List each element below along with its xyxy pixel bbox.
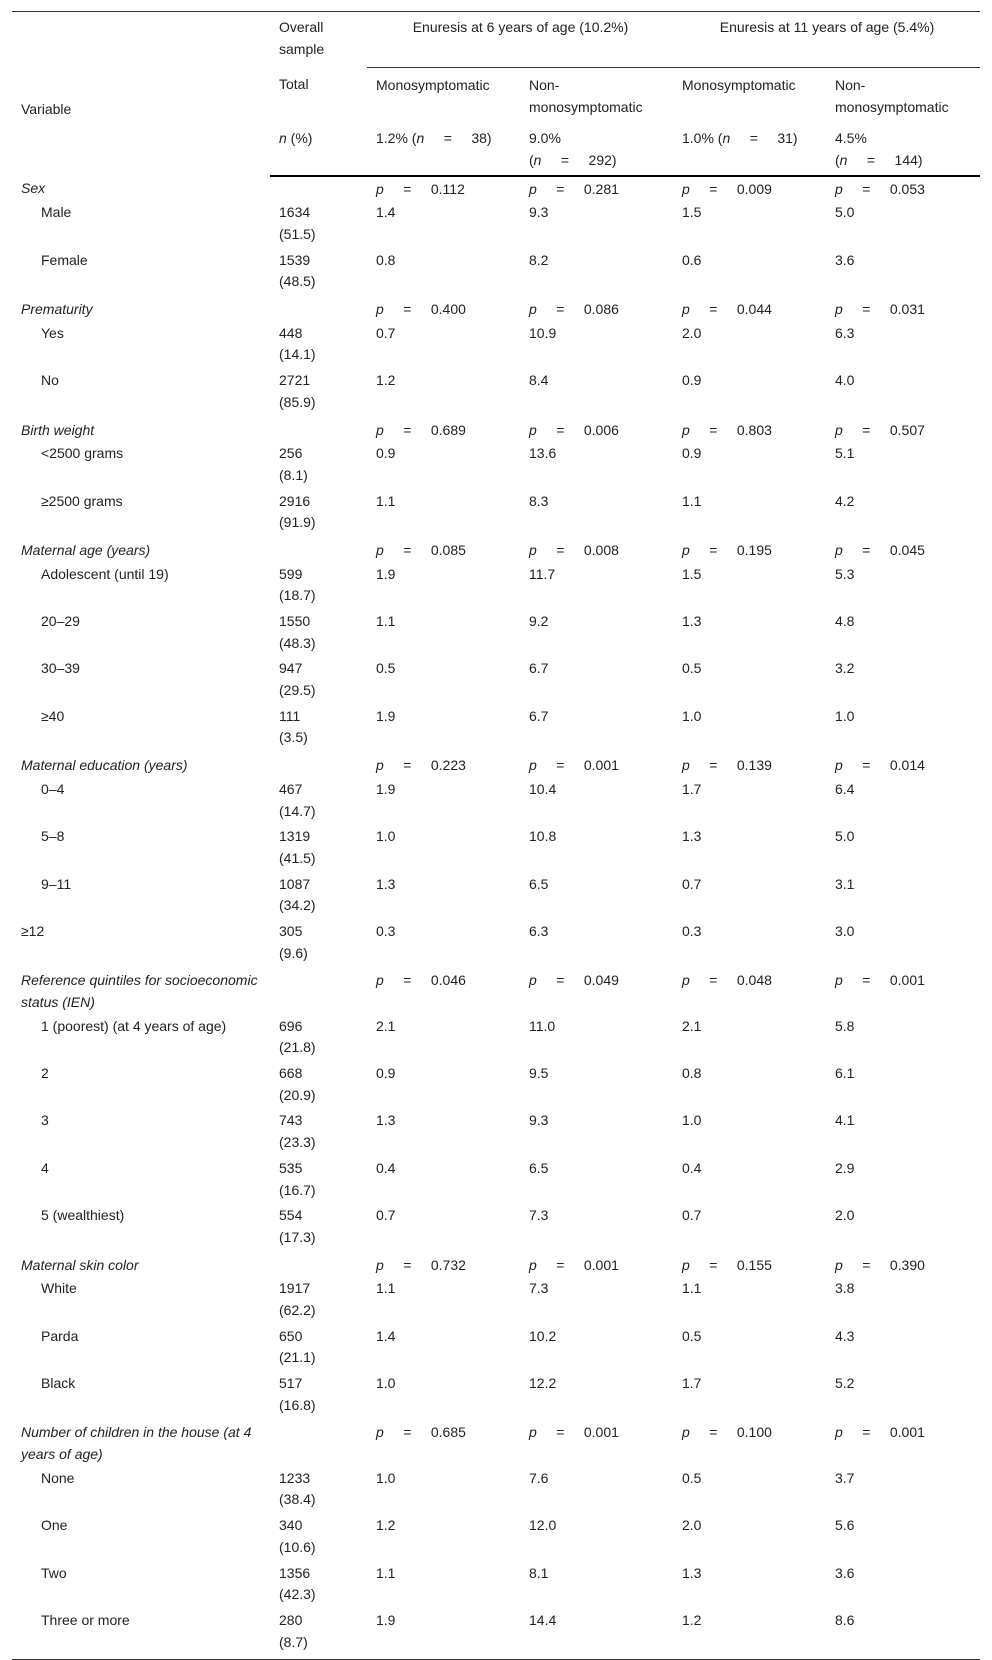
row-value: 5.3 bbox=[835, 565, 855, 582]
row-value: 5.0 bbox=[835, 828, 855, 845]
table-row bbox=[12, 1563, 980, 1610]
row-total: 1356 (42.3) bbox=[279, 1564, 316, 1603]
row-value: 0.3 bbox=[682, 922, 702, 939]
row-total: 111 (3.5) bbox=[279, 707, 308, 746]
row-value: 1.3 bbox=[376, 875, 396, 892]
group-total-empty bbox=[270, 418, 367, 444]
row-value: 1.0 bbox=[682, 1112, 702, 1129]
row-value: 1.7 bbox=[682, 780, 702, 797]
row-value: 4.3 bbox=[835, 1327, 855, 1344]
row-value: 6.1 bbox=[835, 1065, 855, 1082]
header-mono-6: Monosymptomatic bbox=[367, 67, 520, 120]
header-nonmono-6: Non-monosymptomatic bbox=[520, 67, 673, 120]
row-value: 0.9 bbox=[376, 445, 396, 462]
row-label: Male bbox=[41, 204, 72, 221]
row-value: 1.5 bbox=[682, 204, 702, 221]
table-row bbox=[12, 658, 980, 705]
row-value: 0.8 bbox=[682, 1065, 702, 1082]
row-value: 0.8 bbox=[376, 251, 396, 268]
group-row bbox=[12, 968, 980, 1015]
enuresis-table bbox=[12, 11, 980, 1660]
row-value: 1.0 bbox=[835, 707, 855, 724]
table-body bbox=[12, 176, 980, 1660]
row-label: 3 bbox=[41, 1112, 49, 1129]
p-value: p = 0.014 bbox=[835, 757, 925, 774]
row-total: 467 (14.7) bbox=[279, 780, 316, 819]
row-label: None bbox=[41, 1469, 75, 1486]
p-value: p = 0.507 bbox=[835, 421, 925, 438]
table-row bbox=[12, 874, 980, 921]
row-value: 1.4 bbox=[376, 204, 396, 221]
row-label: 5–8 bbox=[41, 828, 65, 845]
row-value: 0.7 bbox=[682, 875, 702, 892]
row-value: 0.4 bbox=[682, 1159, 702, 1176]
row-value: 6.3 bbox=[529, 922, 549, 939]
row-label: 0–4 bbox=[41, 780, 65, 797]
row-value: 3.1 bbox=[835, 875, 855, 892]
row-value: 14.4 bbox=[520, 1610, 673, 1660]
table-row bbox=[12, 706, 980, 753]
row-value: 1.1 bbox=[376, 1280, 396, 1297]
p-value: p = 0.685 bbox=[376, 1424, 466, 1441]
row-value: 10.8 bbox=[529, 828, 557, 845]
row-value: 12.0 bbox=[529, 1517, 557, 1534]
row-value: 1.1 bbox=[376, 613, 396, 629]
group-label: Sex bbox=[21, 179, 46, 196]
row-label: 4 bbox=[41, 1159, 49, 1176]
row-value: 0.7 bbox=[682, 1207, 702, 1224]
table-row bbox=[12, 1515, 980, 1562]
row-value: 6.5 bbox=[529, 875, 549, 892]
row-value: 2.0 bbox=[835, 1207, 855, 1224]
group-row bbox=[12, 753, 980, 779]
row-label: 2 bbox=[41, 1065, 49, 1082]
header-variable: Variable bbox=[12, 12, 270, 176]
row-label: 5 (wealthiest) bbox=[41, 1207, 125, 1224]
row-value: 4.2 bbox=[835, 492, 855, 509]
row-value: 1.1 bbox=[376, 1564, 396, 1581]
row-value: 10.2 bbox=[529, 1327, 557, 1344]
table-row bbox=[12, 564, 980, 611]
p-value: p = 0.053 bbox=[835, 180, 925, 197]
row-label: Three or more bbox=[12, 1610, 270, 1660]
group-total-empty bbox=[270, 1253, 367, 1279]
group-label: Maternal age (years) bbox=[21, 541, 151, 558]
row-total: 1634 (51.5) bbox=[279, 204, 316, 242]
group-row bbox=[12, 1253, 980, 1279]
p-value: p = 0.732 bbox=[376, 1256, 466, 1273]
row-value: 8.3 bbox=[529, 492, 549, 509]
row-label: 9–11 bbox=[41, 875, 72, 892]
row-value: 4.0 bbox=[835, 372, 855, 389]
row-total: 1550 (48.3) bbox=[279, 613, 316, 651]
header-n-nonmono-6: 9.0% (n = 292) bbox=[520, 120, 673, 175]
row-value: 9.3 bbox=[529, 204, 549, 221]
row-label: Female bbox=[41, 251, 88, 268]
p-value: p = 0.009 bbox=[682, 180, 772, 197]
row-total: 1087 (34.2) bbox=[279, 875, 316, 914]
row-total: 1917 (62.2) bbox=[279, 1280, 316, 1318]
row-value: 3.0 bbox=[835, 922, 855, 939]
row-total: 256 (8.1) bbox=[279, 445, 308, 483]
row-label: Yes bbox=[41, 324, 64, 341]
row-value: 8.6 bbox=[826, 1610, 980, 1660]
header-n-mono-6: 1.2% (n = 38) bbox=[367, 120, 520, 175]
row-value: 2.0 bbox=[682, 1517, 702, 1534]
row-label: 20–29 bbox=[41, 613, 80, 629]
row-value: 1.9 bbox=[376, 707, 396, 724]
p-value: p = 0.008 bbox=[529, 541, 619, 558]
row-total: 517 (16.8) bbox=[279, 1375, 316, 1413]
row-value: 8.1 bbox=[529, 1564, 549, 1581]
row-value: 0.5 bbox=[376, 660, 396, 677]
row-value: 0.7 bbox=[376, 324, 396, 341]
row-value: 0.4 bbox=[376, 1159, 396, 1176]
row-value: 1.9 bbox=[376, 565, 396, 582]
table-row bbox=[12, 443, 980, 490]
row-value: 5.0 bbox=[835, 204, 855, 221]
table-row bbox=[12, 1158, 980, 1205]
row-value: 9.2 bbox=[529, 613, 549, 629]
p-value: p = 0.155 bbox=[682, 1256, 772, 1273]
row-label: 1 (poorest) (at 4 years of age) bbox=[41, 1017, 227, 1034]
row-value: 3.2 bbox=[835, 660, 855, 677]
row-value: 1.2 bbox=[376, 1517, 396, 1534]
row-label: Black bbox=[41, 1375, 76, 1391]
table-row bbox=[12, 611, 980, 658]
group-row bbox=[12, 538, 980, 564]
p-value: p = 0.049 bbox=[529, 972, 619, 989]
row-value: 1.0 bbox=[682, 707, 702, 724]
table-row bbox=[12, 1063, 980, 1110]
row-value: 8.4 bbox=[529, 372, 549, 389]
group-row bbox=[12, 1420, 980, 1467]
p-value: p = 0.001 bbox=[529, 757, 619, 774]
row-label: Adolescent (until 19) bbox=[41, 565, 169, 582]
table-row bbox=[12, 1610, 980, 1660]
row-value: 10.9 bbox=[529, 324, 557, 341]
row-total: 448 (14.1) bbox=[279, 324, 316, 363]
group-total-empty bbox=[270, 968, 367, 1015]
p-value: p = 0.001 bbox=[529, 1256, 619, 1273]
row-value: 0.9 bbox=[682, 372, 702, 389]
table-row bbox=[12, 370, 980, 417]
group-row bbox=[12, 176, 980, 203]
row-value: 4.1 bbox=[835, 1112, 855, 1129]
row-value: 12.2 bbox=[529, 1375, 557, 1391]
row-value: 6.3 bbox=[835, 324, 855, 341]
row-value: 11.0 bbox=[529, 1017, 556, 1034]
group-total-empty bbox=[270, 1420, 367, 1467]
table-row bbox=[12, 1468, 980, 1515]
group-label: Birth weight bbox=[21, 421, 95, 438]
header-n-nonmono-11: 4.5% (n = 144) bbox=[826, 120, 980, 175]
row-value: 3.7 bbox=[835, 1469, 855, 1486]
row-total: 668 (20.9) bbox=[279, 1065, 316, 1103]
table-row bbox=[12, 323, 980, 370]
group-row bbox=[12, 297, 980, 323]
header-nonmono-11: Non-monosymptomatic bbox=[826, 67, 980, 120]
row-total: 599 (18.7) bbox=[279, 565, 316, 604]
table-row bbox=[12, 1110, 980, 1157]
row-value: 6.4 bbox=[835, 780, 855, 797]
table-row bbox=[12, 202, 980, 249]
row-value: 1.1 bbox=[376, 492, 396, 509]
p-value: p = 0.390 bbox=[835, 1256, 925, 1273]
row-value: 0.5 bbox=[682, 1327, 702, 1344]
p-value: p = 0.006 bbox=[529, 421, 619, 438]
group-label: Reference quintiles for socioeconomic status (IEN) bbox=[21, 972, 258, 1010]
row-value: 9.3 bbox=[529, 1112, 549, 1129]
header-n-percent: n (%) bbox=[270, 120, 367, 175]
row-value: 0.5 bbox=[682, 660, 702, 677]
header-n-mono-11: 1.0% (n = 31) bbox=[673, 120, 826, 175]
row-value: 0.3 bbox=[376, 922, 396, 939]
row-value: 1.0 bbox=[376, 1469, 396, 1486]
row-value: 1.7 bbox=[682, 1375, 702, 1391]
row-label: Two bbox=[41, 1564, 67, 1581]
row-total: 2916 (91.9) bbox=[279, 492, 316, 531]
row-value: 1.2 bbox=[673, 1610, 826, 1660]
group-label: Maternal skin color bbox=[21, 1256, 139, 1273]
table-header bbox=[12, 12, 980, 176]
row-label: <2500 grams bbox=[41, 445, 124, 462]
row-label: No bbox=[41, 372, 59, 389]
row-value: 8.2 bbox=[529, 251, 549, 268]
row-value: 3.6 bbox=[835, 251, 855, 268]
row-total: 1319 (41.5) bbox=[279, 828, 316, 866]
p-value: p = 0.085 bbox=[376, 541, 466, 558]
p-value: p = 0.045 bbox=[835, 541, 925, 558]
group-row bbox=[12, 418, 980, 444]
row-value: 5.2 bbox=[835, 1375, 855, 1391]
header-overall-sample: Overall sample bbox=[270, 12, 367, 68]
table-row bbox=[12, 1016, 980, 1063]
p-value: p = 0.139 bbox=[682, 757, 772, 774]
row-total: 2721 (85.9) bbox=[279, 372, 316, 410]
table-row bbox=[12, 1278, 980, 1325]
row-value: 0.6 bbox=[682, 251, 702, 268]
row-value: 0.5 bbox=[682, 1469, 702, 1486]
row-value: 2.1 bbox=[376, 1017, 396, 1034]
table-row bbox=[12, 250, 980, 297]
table-row bbox=[12, 1373, 980, 1420]
header-enuresis-11: Enuresis at 11 years of age (5.4%) bbox=[673, 12, 980, 68]
group-label: Maternal education (years) bbox=[21, 757, 188, 774]
row-total: 305 (9.6) bbox=[279, 922, 308, 961]
p-value: p = 0.112 bbox=[376, 180, 465, 197]
p-value: p = 0.223 bbox=[376, 757, 466, 774]
row-label: ≥2500 grams bbox=[41, 492, 123, 509]
row-label: One bbox=[41, 1517, 68, 1534]
row-value: 1.3 bbox=[682, 613, 702, 629]
row-value: 2.9 bbox=[835, 1159, 855, 1176]
row-total: 650 (21.1) bbox=[279, 1327, 316, 1366]
row-value: 1.9 bbox=[376, 780, 396, 797]
row-value: 1.3 bbox=[682, 828, 702, 845]
group-label: Number of children in the house (at 4 years of age) bbox=[21, 1424, 252, 1463]
row-value: 6.5 bbox=[529, 1159, 549, 1176]
row-total: 340 (10.6) bbox=[279, 1517, 316, 1555]
row-value: 5.8 bbox=[835, 1017, 855, 1034]
table-row bbox=[12, 1205, 980, 1252]
row-value: 1.0 bbox=[376, 828, 396, 845]
group-total-empty bbox=[270, 753, 367, 779]
row-total: 1539 (48.5) bbox=[279, 251, 316, 290]
row-label: 30–39 bbox=[41, 660, 80, 677]
row-value: 7.3 bbox=[529, 1280, 549, 1297]
row-total: 743 (23.3) bbox=[279, 1112, 316, 1151]
p-value: p = 0.400 bbox=[376, 301, 466, 318]
row-value: 1.1 bbox=[682, 1280, 702, 1297]
header-total: Total bbox=[279, 76, 309, 93]
p-value: p = 0.803 bbox=[682, 421, 772, 438]
p-value: p = 0.689 bbox=[376, 421, 466, 438]
table-row bbox=[12, 826, 980, 873]
p-value: p = 0.044 bbox=[682, 301, 772, 318]
row-value: 0.9 bbox=[682, 445, 702, 462]
header-enuresis-6: Enuresis at 6 years of age (10.2%) bbox=[367, 12, 673, 68]
row-value: 13.6 bbox=[529, 445, 557, 462]
row-total: 1233 (38.4) bbox=[279, 1469, 316, 1508]
row-value: 2.1 bbox=[682, 1017, 702, 1034]
row-value: 7.6 bbox=[529, 1469, 549, 1486]
row-value: 6.7 bbox=[529, 707, 549, 724]
group-label: Prematurity bbox=[21, 301, 93, 318]
row-label: Parda bbox=[41, 1327, 79, 1344]
p-value: p = 0.001 bbox=[835, 1424, 925, 1441]
row-total: 280 (8.7) bbox=[270, 1610, 367, 1660]
row-value: 0.9 bbox=[376, 1065, 396, 1082]
group-total-empty bbox=[270, 538, 367, 564]
row-total: 554 (17.3) bbox=[279, 1207, 316, 1245]
row-value: 2.0 bbox=[682, 324, 702, 341]
row-value: 11.7 bbox=[529, 565, 556, 582]
row-value: 1.1 bbox=[682, 492, 702, 509]
row-total: 696 (21.8) bbox=[279, 1017, 316, 1056]
row-value: 3.6 bbox=[835, 1564, 855, 1581]
row-value: 6.7 bbox=[529, 660, 549, 677]
table-row bbox=[12, 491, 980, 538]
row-value: 0.7 bbox=[376, 1207, 396, 1224]
row-value: 5.6 bbox=[835, 1517, 855, 1534]
p-value: p = 0.086 bbox=[529, 301, 619, 318]
p-value: p = 0.046 bbox=[376, 972, 466, 989]
group-total-empty bbox=[270, 176, 367, 203]
row-value: 1.3 bbox=[682, 1564, 702, 1581]
row-label: ≥40 bbox=[41, 707, 65, 724]
header-mono-11: Monosymptomatic bbox=[673, 67, 826, 120]
row-value: 7.3 bbox=[529, 1207, 549, 1224]
p-value: p = 0.031 bbox=[835, 301, 925, 318]
row-total: 535 (16.7) bbox=[279, 1159, 316, 1198]
p-value: p = 0.281 bbox=[529, 180, 619, 197]
p-value: p = 0.048 bbox=[682, 972, 772, 989]
row-total: 947 (29.5) bbox=[279, 660, 316, 699]
table-row bbox=[12, 1326, 980, 1373]
p-value: p = 0.195 bbox=[682, 541, 772, 558]
row-label: ≥12 bbox=[21, 922, 45, 939]
row-value: 9.5 bbox=[529, 1065, 549, 1082]
p-value: p = 0.100 bbox=[682, 1424, 772, 1441]
row-value: 5.1 bbox=[835, 445, 855, 462]
table-row bbox=[12, 779, 980, 826]
p-value: p = 0.001 bbox=[835, 972, 925, 989]
row-value: 1.3 bbox=[376, 1112, 396, 1129]
row-label: White bbox=[41, 1280, 77, 1297]
row-value: 1.5 bbox=[682, 565, 702, 582]
group-total-empty bbox=[270, 297, 367, 323]
row-value: 10.4 bbox=[529, 780, 557, 797]
row-value: 1.0 bbox=[376, 1375, 396, 1391]
row-value: 1.4 bbox=[376, 1327, 396, 1344]
row-value: 4.8 bbox=[835, 613, 855, 629]
row-value: 3.8 bbox=[835, 1280, 855, 1297]
table-row bbox=[12, 921, 980, 968]
p-value: p = 0.001 bbox=[529, 1424, 619, 1441]
row-value: 1.9 bbox=[367, 1610, 520, 1660]
row-value: 1.2 bbox=[376, 372, 396, 389]
